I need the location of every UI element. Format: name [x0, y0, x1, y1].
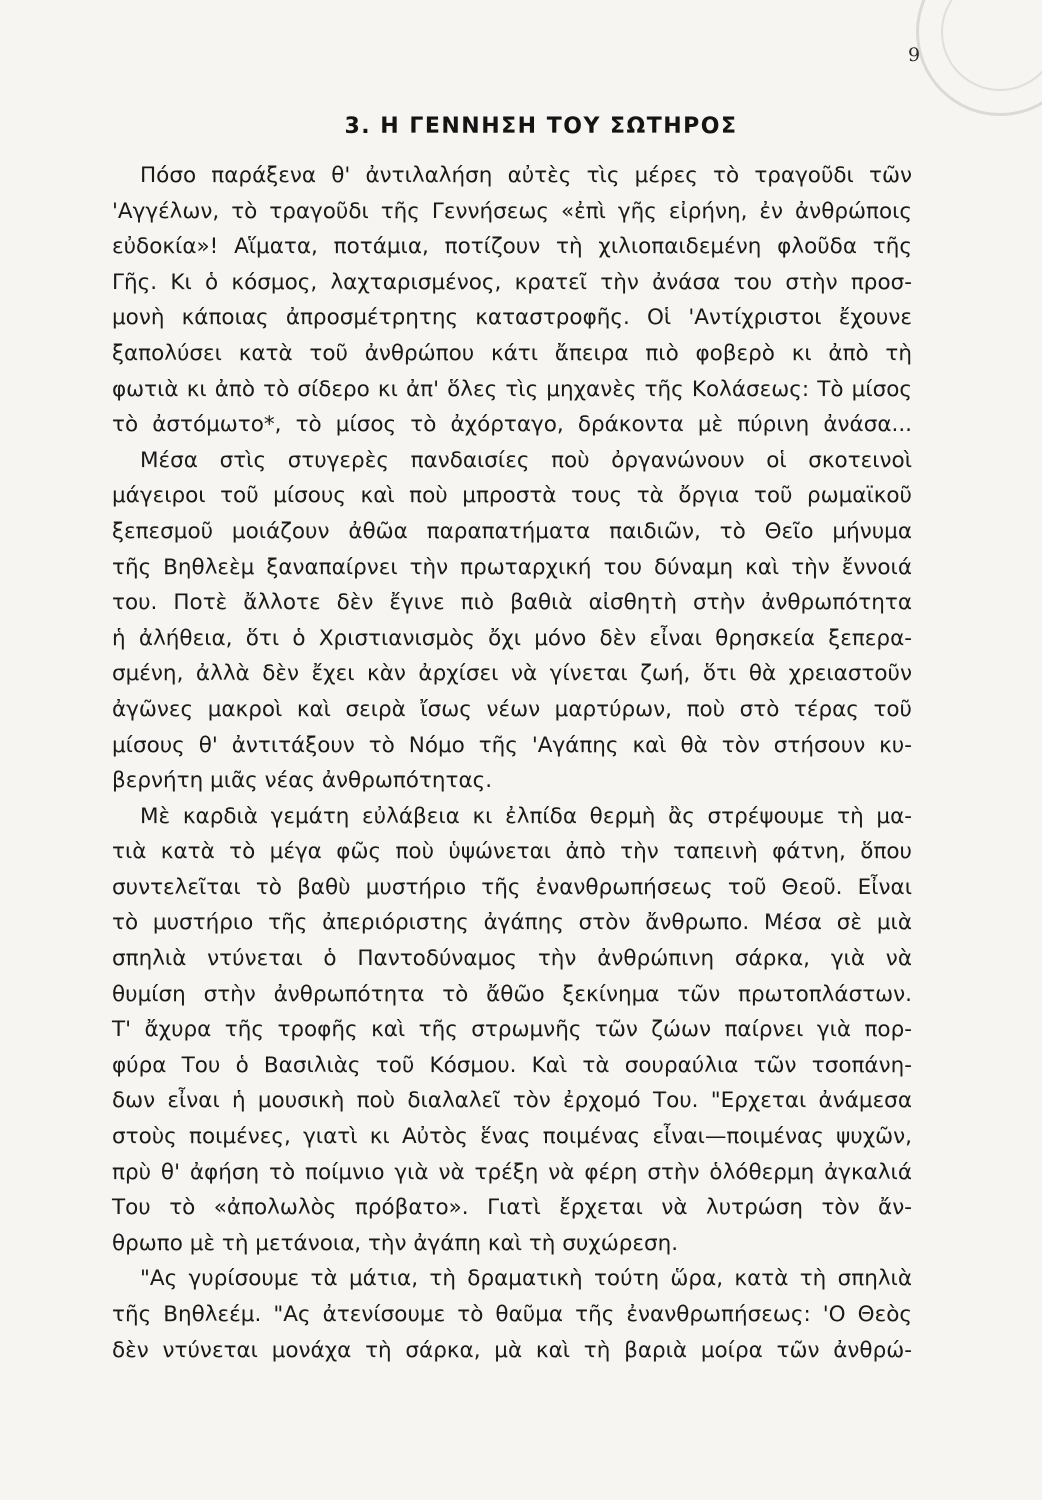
- text-line: μονὴ κάποιας ἀπροσμέτρητης καταστροφῆς. Οἱ 'Αντίχριστοι ἔχουνε: [112, 305, 912, 331]
- text-line: ἡ ἀλήθεια, ὅτι ὁ Χριστιανισμὸς ὄχι μόνο δὲν εἶναι θρησκεία ξεπερα-: [112, 625, 912, 651]
- text-line: συντελεῖται τὸ βαθὺ μυστήριο τῆς ἐνανθρωπήσεως τοῦ Θεοῦ. Εἶναι: [112, 874, 912, 900]
- text-line: δὲν ντύνεται μονάχα τὴ σάρκα, μὰ καὶ τὴ βαριὰ μοίρα τῶν ἀνθρώ-: [112, 1337, 912, 1363]
- text-line: του. Ποτὲ ἄλλοτε δὲν ἔγινε πιὸ βαθιὰ αἰσθητὴ στὴν ἀνθρωπότητα: [112, 590, 912, 616]
- text-line: ξεπεσμοῦ μοιάζουν ἀθῶα παραπατήματα παιδιῶν, τὸ Θεῖο μήνυμα: [112, 518, 912, 544]
- text-line: Πόσο παράξενα θ' ἀντιλαλήση αὐτὲς τὶς μέρες τὸ τραγοῦδι τῶν: [140, 163, 912, 188]
- paragraph-1: [112, 158, 912, 443]
- paragraph-4: [112, 1261, 912, 1368]
- text-line: "Ας γυρίσουμε τὰ μάτια, τὴ δραματικὴ τούτη ὥρα, κατὰ τὴ σπηλιὰ: [140, 1266, 912, 1292]
- text-line: σπηλιὰ ντύνεται ὁ Παντοδύναμος τὴν ἀνθρώπινη σάρκα, γιὰ νὰ: [112, 946, 912, 972]
- text-line: φωτιὰ κι ἀπὸ τὸ σίδερο κι ἀπ' ὅλες τὶς μηχανὲς τῆς Κολάσεως: Τὸ μίσος: [112, 376, 912, 402]
- text-line: φύρα Του ὁ Βασιλιὰς τοῦ Κόσμου. Καὶ τὰ σουραύλια τῶν τσοπάνη-: [112, 1052, 912, 1078]
- text-line: δων εἶναι ἡ μουσικὴ ποὺ διαλαλεῖ τὸν ἐρχομό Του. "Ερχεται ἀνάμεσα: [112, 1088, 912, 1114]
- text-line: ξαπολύσει κατὰ τοῦ ἀνθρώπου κάτι ἄπειρα πιὸ φοβερὸ κι ἀπὸ τὴ: [112, 340, 912, 366]
- text-line: εὐδοκία»! Αἵματα, ποτάμια, ποτίζουν τὴ χιλιοπαιδεμένη φλοῦδα τῆς: [112, 234, 912, 260]
- text-line: Μὲ καρδιὰ γεμάτη εὐλάβεια κι ἐλπίδα θερμὴ ἂς στρέψουμε τὴ μα-: [140, 803, 912, 829]
- text-line: Τ' ἄχυρα τῆς τροφῆς καὶ τῆς στρωμνῆς τῶν ζώων παίρνει γιὰ πορ-: [112, 1017, 912, 1043]
- text-line: σμένη, ἀλλὰ δὲν ἔχει κὰν ἀρχίσει νὰ γίνεται ζωή, ὅτι θὰ χρειαστοῦν: [112, 661, 912, 687]
- text-line: 'Αγγέλων, τὸ τραγοῦδι τῆς Γεννήσεως «ἐπὶ γῆς εἰρήνη, ἐν ἀνθρώποις: [112, 198, 912, 224]
- chapter-title: 3. Η ΓΕΝΝΗΣΗ ΤΟΥ ΣΩΤΗΡΟΣ: [344, 114, 738, 139]
- text-line: μίσους θ' ἀντιτάξουν τὸ Νόμο τῆς 'Αγάπης καὶ θὰ τὸν στήσουν κυ-: [112, 732, 912, 758]
- body-text: [112, 158, 912, 1368]
- paragraph-3: [112, 799, 912, 1262]
- paragraph-2: [112, 443, 912, 799]
- text-line: πρὺ θ' ἀφήση τὸ ποίμνιο γιὰ νὰ τρέξη νὰ φέρη στὴν ὁλόθερμη ἀγκαλιά: [112, 1159, 912, 1185]
- text-line: μάγειροι τοῦ μίσους καὶ ποὺ μπροστὰ τους τὰ ὄργια τοῦ ρωμαϊκοῦ: [112, 483, 912, 509]
- library-stamp: [916, 0, 1042, 116]
- text-line: Γῆς. Κι ὁ κόσμος, λαχταρισμένος, κρατεῖ τὴν ἀνάσα του στὴν προσ-: [112, 269, 912, 295]
- text-line: τῆς Βηθλεὲμ ξαναπαίρνει τὴν πρωταρχική του δύναμη καὶ τὴν ἔννοιά: [112, 554, 912, 580]
- text-line: Του τὸ «ἀπολωλὸς πρόβατο». Γιατὶ ἔρχεται νὰ λυτρώση τὸν ἄν-: [112, 1195, 912, 1221]
- text-line: τῆς Βηθλεέμ. "Ας ἀτενίσουμε τὸ θαῦμα τῆς ἐνανθρωπήσεως: 'Ο Θεὸς: [112, 1302, 912, 1327]
- text-line: τιὰ κατὰ τὸ μέγα φῶς ποὺ ὑψώνεται ἀπὸ τὴν ταπεινὴ φάτνη, ὅπου: [112, 839, 912, 865]
- text-line: στοὺς ποιμένες, γιατὶ κι Αὐτὸς ἕνας ποιμένας εἶναι—ποιμένας ψυχῶν,: [112, 1124, 912, 1150]
- text-line: τὸ μυστήριο τῆς ἀπεριόριστης ἀγάπης στὸν ἄνθρωπο. Μέσα σὲ μιὰ: [112, 910, 912, 936]
- text-line: Μέσα στὶς στυγερὲς πανδαισίες ποὺ ὀργανώνουν οἱ σκοτεινοὶ: [140, 447, 912, 473]
- text-line: τὸ ἀστόμωτο*, τὸ μίσος τὸ ἀχόρταγο, δράκοντα μὲ πύρινη ἀνάσα...: [112, 412, 912, 438]
- page-number: 9: [908, 44, 921, 66]
- text-line: θρωπο μὲ τὴ μετάνοια, τὴν ἀγάπη καὶ τὴ συχώρεση.: [112, 1230, 679, 1256]
- text-line: βερνήτη μιᾶς νέας ἀνθρωπότητας.: [112, 768, 493, 794]
- text-line: θυμίση στὴν ἀνθρωπότητα τὸ ἄθῶο ξεκίνημα τῶν πρωτοπλάστων.: [112, 981, 912, 1007]
- text-line: ἀγῶνες μακροὶ καὶ σειρὰ ἴσως νέων μαρτύρων, ποὺ στὸ τέρας τοῦ: [112, 696, 912, 722]
